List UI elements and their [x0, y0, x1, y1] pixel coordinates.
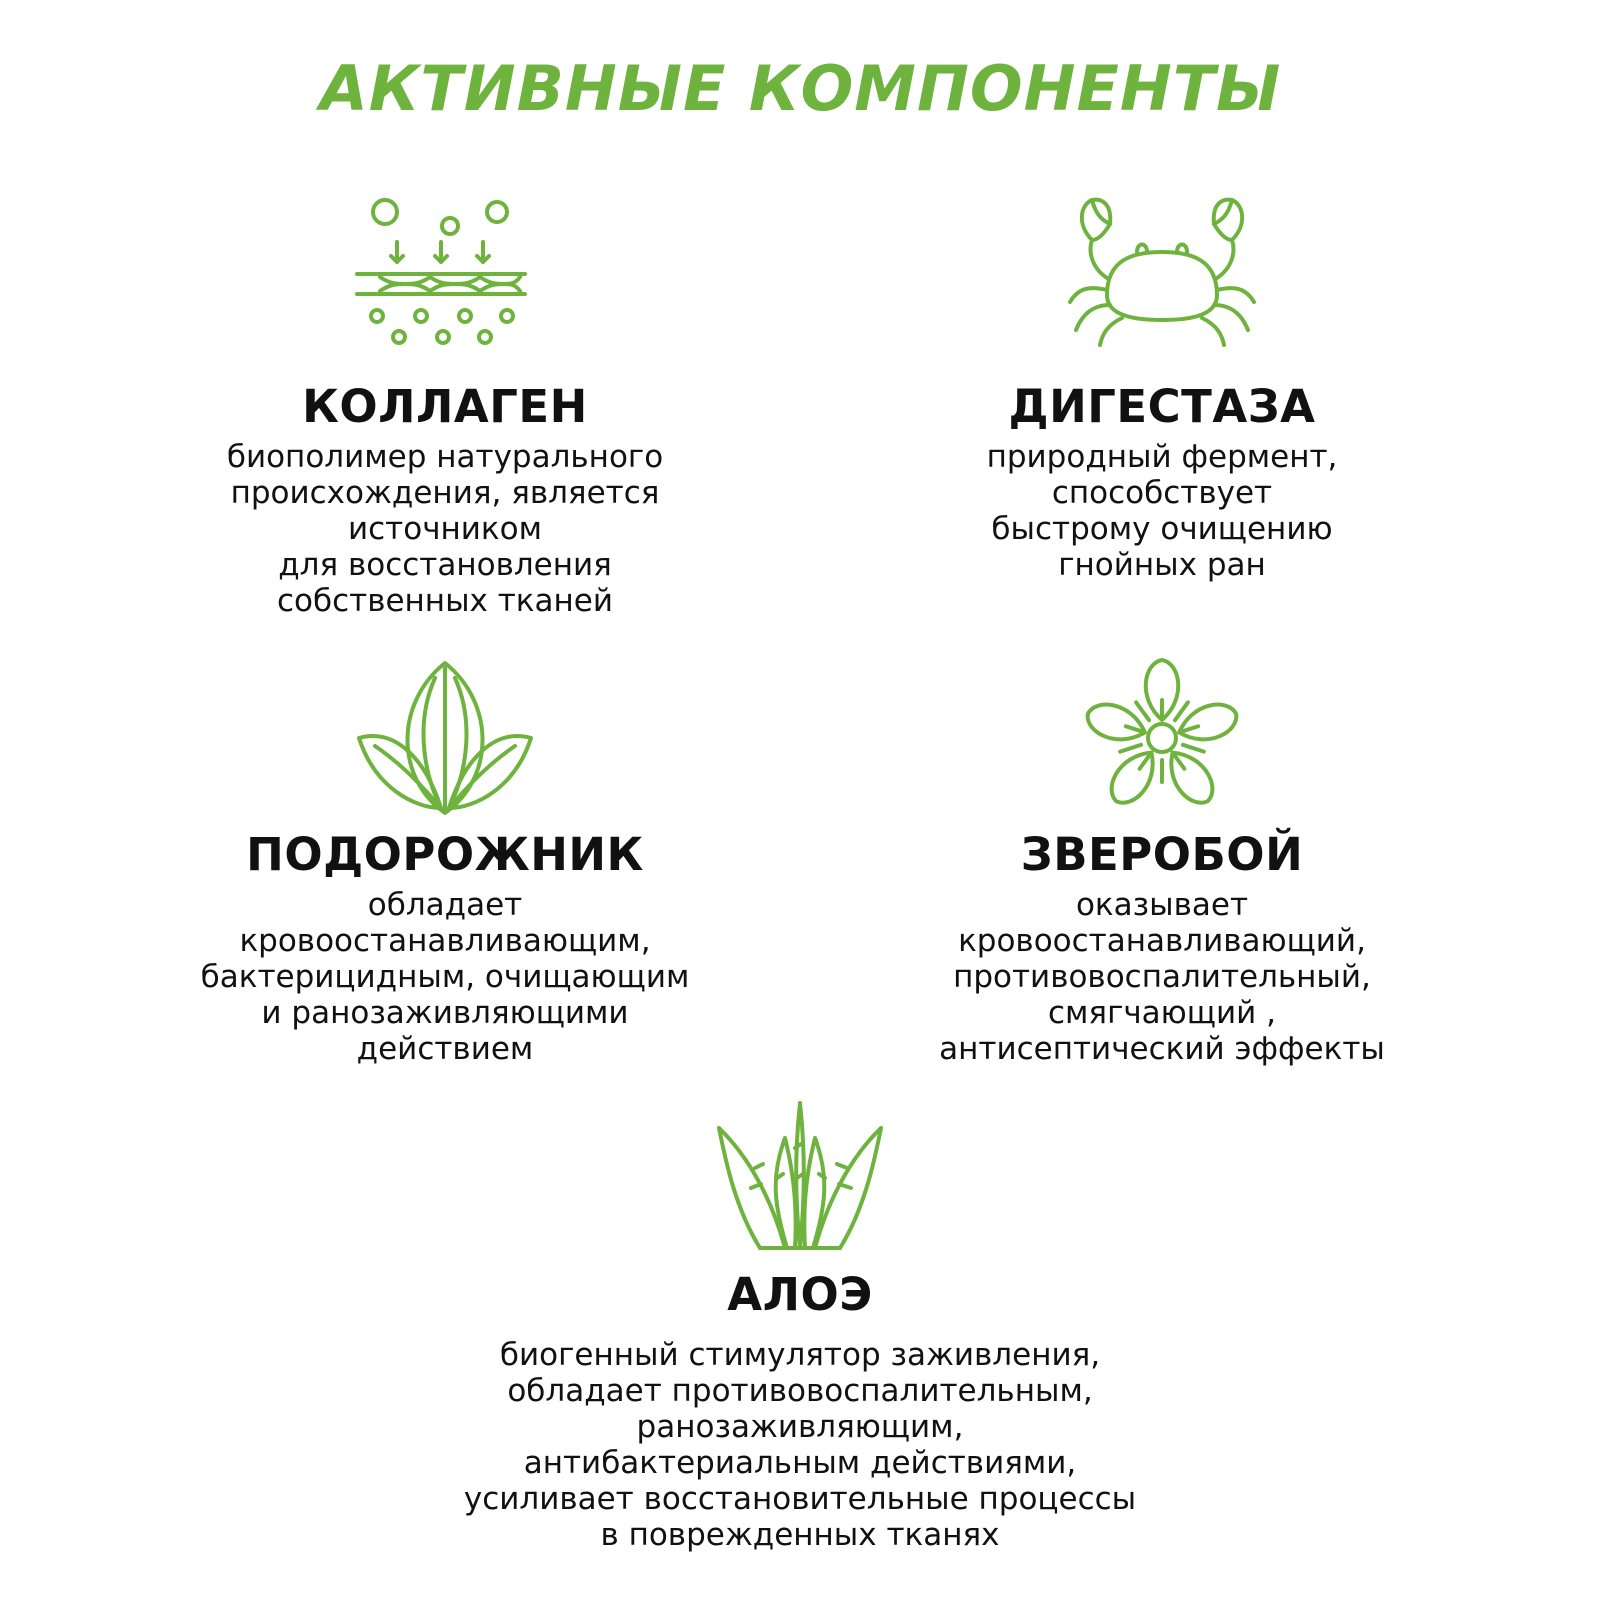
component-description	[420, 1337, 1180, 1553]
description-line: оказывает	[1075, 887, 1249, 923]
component-description	[125, 439, 765, 619]
description-line: антисептический эффекты	[939, 1031, 1385, 1067]
description-line: биополимер натурального	[226, 439, 664, 475]
description-line: гнойных ран	[1058, 547, 1266, 583]
description-line: для восстановления	[278, 547, 612, 583]
description-line: обладает противовоспалительным,	[507, 1373, 1093, 1409]
component-collagen	[125, 190, 765, 619]
description-line: действием	[356, 1031, 534, 1067]
description-line: происхождения, является	[230, 475, 660, 511]
description-line: природный фермент,	[986, 439, 1338, 475]
collagen-dna-icon	[355, 190, 535, 350]
plantain-leaf-icon	[355, 658, 535, 818]
description-line: смягчающий ,	[1048, 995, 1276, 1031]
component-name: АЛОЭ	[727, 1268, 873, 1321]
component-plantain	[125, 658, 765, 1067]
description-line: кровоостанавливающий,	[958, 923, 1366, 959]
component-name: ЗВЕРОБОЙ	[1020, 828, 1304, 881]
description-line: антибактериальным действиями,	[523, 1445, 1077, 1481]
aloe-icon	[715, 1098, 885, 1258]
description-line: источником	[347, 511, 543, 547]
description-line: бактерицидным, очищающим	[200, 959, 690, 995]
description-line: собственных тканей	[276, 583, 614, 619]
component-description	[842, 439, 1482, 583]
component-name: ПОДОРОЖНИК	[246, 828, 644, 881]
description-line: противовоспалительный,	[953, 959, 1371, 995]
description-line: и ранозаживляющими	[261, 995, 629, 1031]
description-line: биогенный стимулятор заживления,	[499, 1337, 1101, 1373]
component-description	[125, 887, 765, 1067]
description-line: ранозаживляющим,	[636, 1409, 964, 1445]
description-line: способствует	[1051, 475, 1273, 511]
page-title: АКТИВНЫЕ КОМПОНЕНТЫ	[319, 52, 1282, 125]
description-line: быстрому очищению	[991, 511, 1333, 547]
component-digestase	[842, 190, 1482, 583]
component-aloe	[420, 1098, 1180, 1553]
description-line: кровоостанавливающим,	[239, 923, 651, 959]
description-line: усиливает восстановительные процессы	[463, 1481, 1137, 1517]
component-name: КОЛЛАГЕН	[302, 380, 588, 433]
crab-icon	[1062, 190, 1262, 350]
component-description	[842, 887, 1482, 1067]
flower-icon	[1072, 658, 1252, 818]
component-name: ДИГЕСТАЗА	[1008, 380, 1316, 433]
description-line: в поврежденных тканях	[600, 1517, 1000, 1553]
component-st-johns-wort	[842, 658, 1482, 1067]
description-line: обладает	[367, 887, 523, 923]
